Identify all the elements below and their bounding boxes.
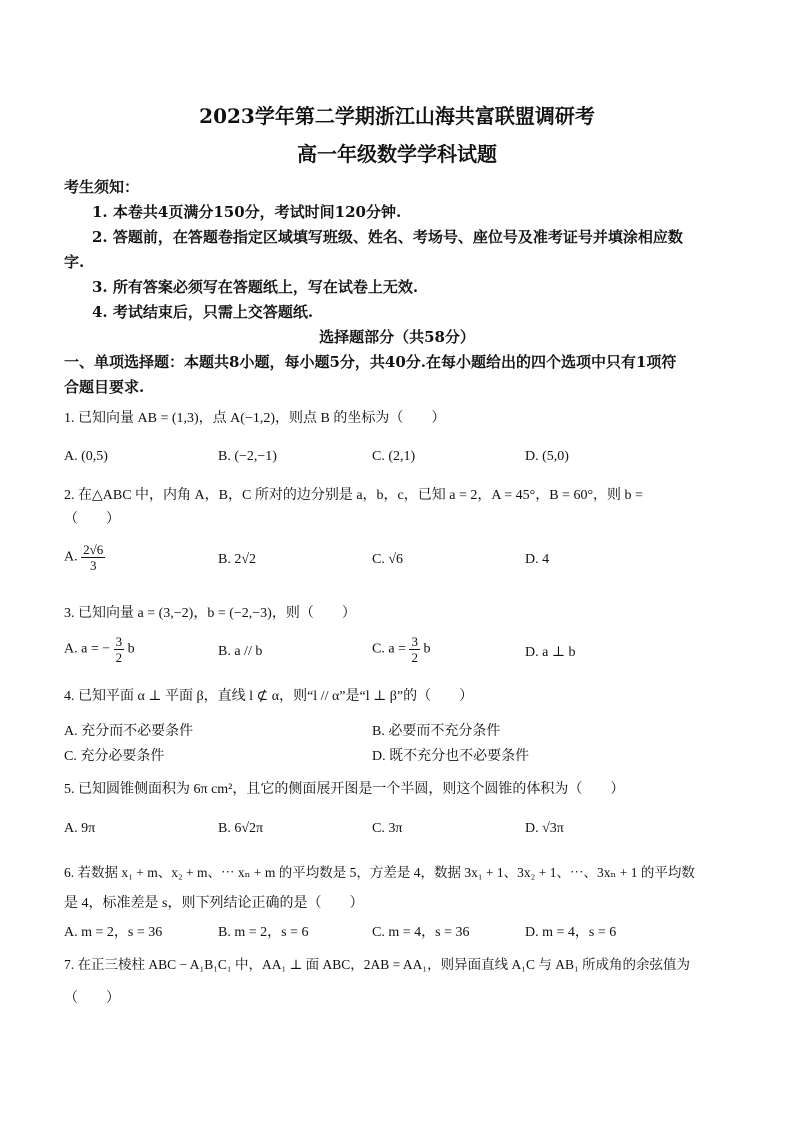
q2-option-d: D. 4	[525, 552, 550, 567]
q3-option-b: B. a // b	[218, 644, 263, 659]
q2-option-b: B. 2√2	[218, 552, 257, 567]
q6-stem-line2: 是 4，标准差是 s，则下列结论正确的是（ ）	[64, 896, 364, 911]
q2-option-a-numerator: 2√6	[83, 542, 104, 557]
q2-option-a-fraction	[81, 542, 105, 573]
q3-option-c	[372, 634, 430, 665]
q3-option-d: D. a ⊥ b	[525, 645, 576, 660]
section-instruction-1: 一、单项选择题：本题共8小题，每小题5分，共40分.在每小题给出的四个选项中只有1项符	[64, 353, 677, 371]
q7-stem: 7. 在正三棱柱 ABC − A₁B₁C₁ 中，AA₁ ⊥ 面 ABC，2AB = AA₁，则异面直线 A₁C 与 AB₁ 所成角的余弦值为	[64, 957, 691, 972]
q4-option-d: D. 既不充分也不必要条件	[372, 749, 530, 764]
q4-option-a: A. 充分而不必要条件	[64, 724, 194, 739]
notice-item-2: 2. 答题前，在答题卷指定区域填写班级、姓名、考场号、座位号及准考证号并填涂相应数	[92, 228, 683, 246]
notice-item-1: 1. 本卷共4页满分150分，考试时间120分钟.	[92, 203, 402, 221]
q3-option-a-denominator: 2	[115, 650, 123, 665]
q3-option-a-fraction	[114, 634, 125, 665]
section-instruction-2: 合题目要求.	[64, 378, 145, 396]
q5-stem: 5. 已知圆锥侧面积为 6π cm²，且它的侧面展开图是一个半圆，则这个圆锥的体积为（ ）	[64, 782, 625, 797]
notice-item-4: 4. 考试结束后，只需上交答题纸.	[92, 303, 314, 321]
exam-title: 2023学年第二学期浙江山海共富联盟调研考	[199, 104, 595, 128]
q1-option-c: C. (2,1)	[372, 449, 416, 464]
q6-option-d: D. m = 4，s = 6	[525, 925, 617, 940]
notice-heading: 考生须知：	[64, 178, 140, 196]
q3-option-a	[64, 634, 135, 665]
exam-subtitle: 高一年级数学学科试题	[297, 142, 497, 166]
q2-option-a-label: A.	[64, 549, 78, 565]
q2-stem-cont: （ ）	[64, 512, 120, 527]
q4-option-b: B. 必要而不充分条件	[372, 724, 501, 739]
q3-stem: 3. 已知向量 a = (3,−2)，b = (−2,−3)，则（ ）	[64, 606, 356, 621]
q5-option-b: B. 6√2π	[218, 821, 264, 836]
q3-option-c-numerator: 3	[411, 634, 418, 649]
q6-option-b: B. m = 2，s = 6	[218, 925, 309, 940]
q3-option-c-fraction	[409, 634, 420, 665]
q5-option-d: D. √3π	[525, 821, 564, 836]
q4-option-c: C. 充分必要条件	[64, 749, 165, 764]
q2-stem: 2. 在△ABC 中，内角 A，B，C 所对的边分别是 a，b，c，已知 a = 2，A = 45°，B = 60°，则 b =	[64, 488, 643, 503]
q1-option-d: D. (5,0)	[525, 449, 569, 464]
q5-option-c: C. 3π	[372, 821, 403, 836]
q3-option-a-pre: A. a = −	[64, 641, 111, 657]
q5-option-a: A. 9π	[64, 821, 96, 836]
q7-stem-cont: （ ）	[64, 991, 120, 1006]
q1-stem: 1. 已知向量 AB = (1,3)，点 A(−1,2)，则点 B 的坐标为（ ）	[64, 411, 446, 426]
q2-option-c: C. √6	[372, 552, 404, 567]
q3-option-a-post: b	[127, 641, 135, 657]
q2-option-a	[64, 542, 105, 573]
notice-item-3: 3. 所有答案必须写在答题纸上，写在试卷上无效.	[92, 278, 419, 296]
part-title: 选择题部分（共58分）	[319, 328, 475, 346]
q6-stem-line1: 6. 若数据 x₁ + m、x₂ + m、⋯ xₙ + m 的平均数是 5，方差是 4，数据 3x₁ + 1、3x₂ + 1、⋯、3xₙ + 1 的平均数	[64, 865, 695, 880]
notice-item-2-cont: 字.	[64, 253, 85, 271]
q6-option-a: A. m = 2，s = 36	[64, 925, 163, 940]
q3-option-c-post: b	[423, 641, 431, 657]
q3-option-a-numerator: 3	[115, 634, 123, 649]
q3-option-c-pre: C. a =	[372, 641, 410, 657]
q1-option-a: A. (0,5)	[64, 449, 108, 464]
q6-option-c: C. m = 4，s = 36	[372, 925, 470, 940]
q1-option-b: B. (−2,−1)	[218, 449, 277, 464]
q2-option-a-denominator: 3	[89, 558, 97, 573]
q4-stem: 4. 已知平面 α ⊥ 平面 β，直线 l ⊄ α，则“l // α”是“l ⊥ β”的（ ）	[64, 689, 474, 704]
q3-option-c-denominator: 2	[411, 650, 418, 665]
